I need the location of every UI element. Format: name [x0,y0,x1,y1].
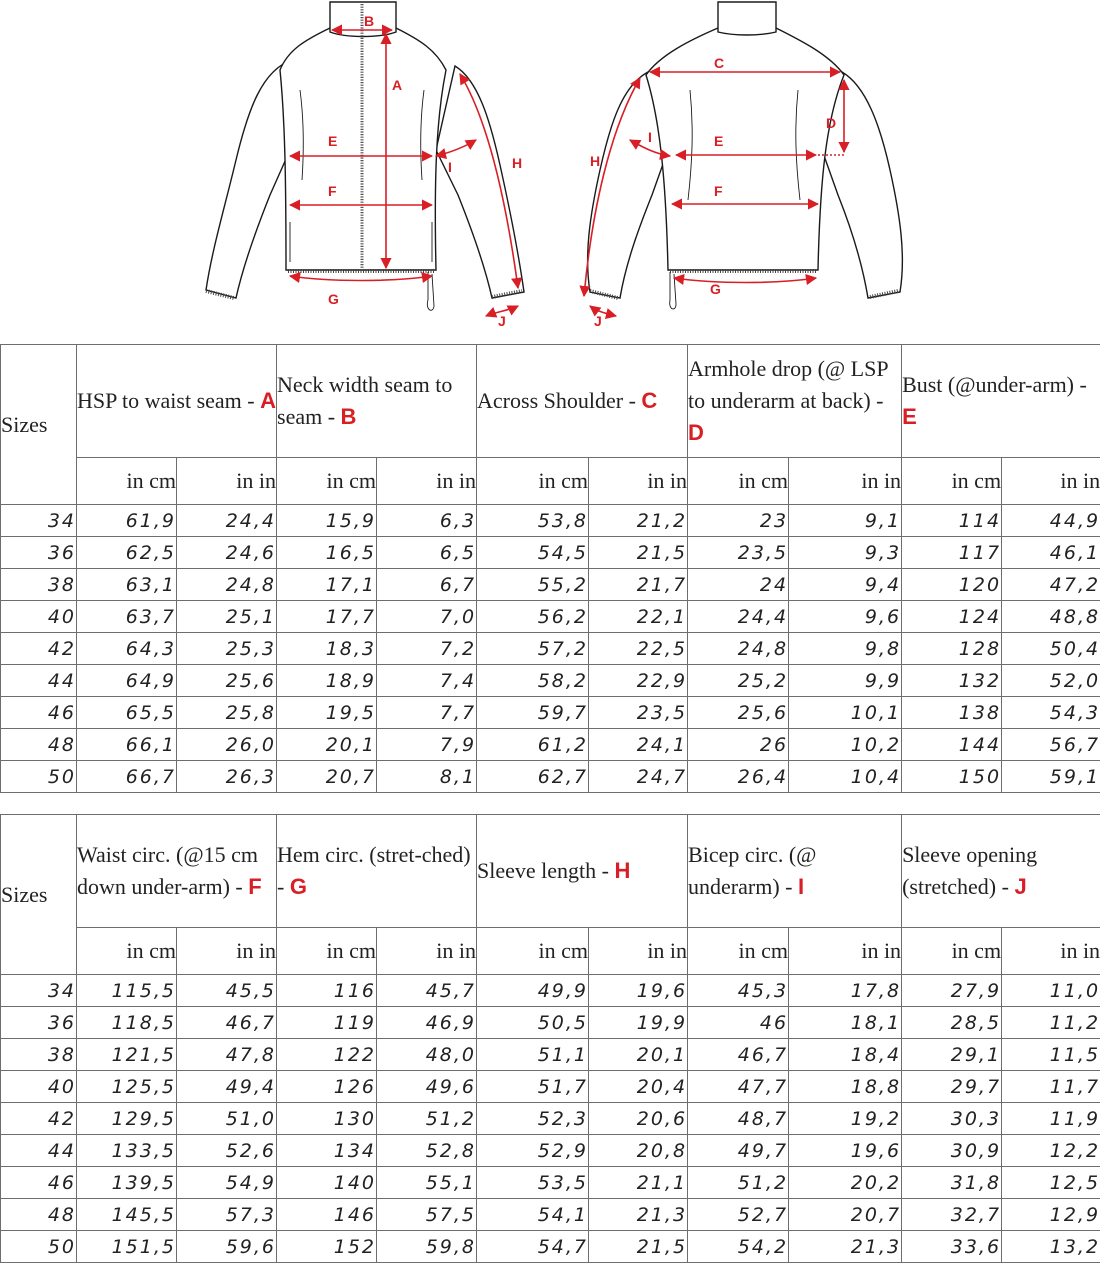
value-cell-in: 19,6 [589,975,688,1007]
value-cell-in: 23,5 [589,697,688,729]
value-cell-cm: 48,7 [688,1103,789,1135]
value-cell-in: 21,3 [789,1231,902,1263]
unit-header-cm: in cm [277,458,377,505]
value-cell-cm: 144 [902,729,1002,761]
size-cell: 34 [1,975,77,1007]
table-row [1,633,1100,665]
value-cell-in: 48,0 [377,1039,477,1071]
label-j-back: J [594,313,602,329]
unit-header-cm: in cm [688,928,789,975]
size-cell: 50 [1,1231,77,1263]
value-cell-in: 57,3 [177,1199,277,1231]
value-cell-in: 7,0 [377,601,477,633]
table-row [1,1231,1100,1263]
value-cell-in: 25,8 [177,697,277,729]
value-cell-in: 7,4 [377,665,477,697]
value-cell-cm: 17,1 [277,569,377,601]
value-cell-cm: 51,1 [477,1039,589,1071]
value-cell-cm: 124 [902,601,1002,633]
value-cell-cm: 56,2 [477,601,589,633]
label-j-front: J [498,313,506,329]
value-cell-cm: 138 [902,697,1002,729]
size-cell: 36 [1,1007,77,1039]
unit-header-in: in in [1002,928,1100,975]
value-cell-cm: 122 [277,1039,377,1071]
value-cell-in: 54,9 [177,1167,277,1199]
value-cell-cm: 26,4 [688,761,789,793]
table-row [1,1039,1100,1071]
value-cell-cm: 134 [277,1135,377,1167]
table-row [1,761,1100,793]
value-cell-cm: 16,5 [277,537,377,569]
size-cell: 48 [1,729,77,761]
label-e-back: E [714,133,724,149]
value-cell-cm: 61,2 [477,729,589,761]
size-cell: 38 [1,569,77,601]
value-cell-in: 47,2 [1002,569,1100,601]
value-cell-cm: 18,3 [277,633,377,665]
unit-header-cm: in cm [477,928,589,975]
label-f-front: F [328,183,337,199]
value-cell-in: 51,2 [377,1103,477,1135]
size-cell: 40 [1,1071,77,1103]
value-cell-cm: 150 [902,761,1002,793]
value-cell-cm: 52,3 [477,1103,589,1135]
label-i-back: I [648,129,652,145]
value-cell-cm: 17,7 [277,601,377,633]
value-cell-cm: 54,5 [477,537,589,569]
value-cell-in: 9,4 [789,569,902,601]
value-cell-cm: 55,2 [477,569,589,601]
value-cell-cm: 50,5 [477,1007,589,1039]
label-e-front: E [328,133,338,149]
value-cell-cm: 52,7 [688,1199,789,1231]
value-cell-in: 20,6 [589,1103,688,1135]
value-cell-cm: 129,5 [77,1103,177,1135]
value-cell-in: 17,8 [789,975,902,1007]
value-cell-in: 48,8 [1002,601,1100,633]
table-1-body [1,505,1100,793]
value-cell-cm: 128 [902,633,1002,665]
value-cell-in: 11,2 [1002,1007,1100,1039]
value-cell-cm: 66,1 [77,729,177,761]
label-f-back: F [714,183,723,199]
value-cell-in: 54,3 [1002,697,1100,729]
size-cell: 40 [1,601,77,633]
value-cell-in: 19,6 [789,1135,902,1167]
value-cell-in: 12,9 [1002,1199,1100,1231]
value-cell-in: 9,9 [789,665,902,697]
value-cell-in: 10,1 [789,697,902,729]
value-cell-in: 49,4 [177,1071,277,1103]
table-row [1,975,1100,1007]
value-cell-in: 11,9 [1002,1103,1100,1135]
value-cell-in: 18,4 [789,1039,902,1071]
table-row [1,537,1100,569]
value-cell-in: 22,1 [589,601,688,633]
value-cell-in: 21,3 [589,1199,688,1231]
label-c: C [714,55,725,71]
value-cell-cm: 114 [902,505,1002,537]
value-cell-cm: 59,7 [477,697,589,729]
value-cell-cm: 139,5 [77,1167,177,1199]
value-cell-in: 18,1 [789,1007,902,1039]
table-row [1,1071,1100,1103]
value-cell-cm: 118,5 [77,1007,177,1039]
unit-header-cm: in cm [902,928,1002,975]
unit-header-cm: in cm [277,928,377,975]
value-cell-cm: 33,6 [902,1231,1002,1263]
value-cell-in: 24,4 [177,505,277,537]
value-cell-cm: 31,8 [902,1167,1002,1199]
unit-header-cm: in cm [902,458,1002,505]
value-cell-cm: 63,7 [77,601,177,633]
table-row [1,1103,1100,1135]
value-cell-cm: 26 [688,729,789,761]
value-cell-cm: 46 [688,1007,789,1039]
value-cell-cm: 23 [688,505,789,537]
label-d: D [826,115,837,131]
value-cell-cm: 20,7 [277,761,377,793]
table-2-body [1,975,1100,1263]
value-cell-in: 25,1 [177,601,277,633]
value-cell-in: 49,6 [377,1071,477,1103]
value-cell-cm: 30,3 [902,1103,1002,1135]
value-cell-in: 56,7 [1002,729,1100,761]
value-cell-cm: 19,5 [277,697,377,729]
column-header-bicep-circ: Bicep circ. (@ underarm) - I [688,815,902,928]
table-row [1,569,1100,601]
value-cell-cm: 115,5 [77,975,177,1007]
label-h-front: H [512,155,523,171]
value-cell-cm: 47,7 [688,1071,789,1103]
value-cell-in: 7,7 [377,697,477,729]
value-cell-in: 21,5 [589,537,688,569]
size-cell: 42 [1,633,77,665]
table-row [1,729,1100,761]
value-cell-cm: 121,5 [77,1039,177,1071]
value-cell-cm: 152 [277,1231,377,1263]
garment-technical-drawing [0,0,1100,335]
value-cell-in: 13,2 [1002,1231,1100,1263]
value-cell-cm: 49,7 [688,1135,789,1167]
value-cell-cm: 30,9 [902,1135,1002,1167]
label-a: A [392,77,403,93]
size-chart-table-1 [0,344,1100,793]
value-cell-cm: 45,3 [688,975,789,1007]
column-header-across-shoulder: Across Shoulder - C [477,345,688,458]
value-cell-cm: 146 [277,1199,377,1231]
value-cell-cm: 66,7 [77,761,177,793]
table-row [1,601,1100,633]
value-cell-cm: 24,8 [688,633,789,665]
value-cell-cm: 24,4 [688,601,789,633]
column-header-armhole-drop: Armhole drop (@ LSP to underarm at back) - D [688,345,902,458]
value-cell-cm: 126 [277,1071,377,1103]
value-cell-in: 9,3 [789,537,902,569]
unit-header-in: in in [377,458,477,505]
value-cell-cm: 58,2 [477,665,589,697]
value-cell-in: 46,9 [377,1007,477,1039]
value-cell-in: 6,3 [377,505,477,537]
value-cell-cm: 29,1 [902,1039,1002,1071]
value-cell-in: 7,9 [377,729,477,761]
value-cell-in: 57,5 [377,1199,477,1231]
column-header-neck-width: Neck width seam to seam - B [277,345,477,458]
value-cell-cm: 125,5 [77,1071,177,1103]
value-cell-in: 45,5 [177,975,277,1007]
unit-header-cm: in cm [77,928,177,975]
value-cell-in: 22,9 [589,665,688,697]
size-cell: 38 [1,1039,77,1071]
value-cell-in: 24,6 [177,537,277,569]
value-cell-in: 25,3 [177,633,277,665]
value-cell-cm: 51,7 [477,1071,589,1103]
value-cell-in: 9,6 [789,601,902,633]
value-cell-cm: 32,7 [902,1199,1002,1231]
value-cell-in: 25,6 [177,665,277,697]
label-h-back: H [590,153,601,169]
column-header-bust: Bust (@under-arm) - E [902,345,1100,458]
value-cell-in: 47,8 [177,1039,277,1071]
value-cell-in: 12,5 [1002,1167,1100,1199]
table-row [1,1135,1100,1167]
value-cell-in: 11,5 [1002,1039,1100,1071]
value-cell-in: 24,7 [589,761,688,793]
value-cell-in: 20,7 [789,1199,902,1231]
size-cell: 44 [1,665,77,697]
value-cell-cm: 130 [277,1103,377,1135]
value-cell-in: 7,2 [377,633,477,665]
value-cell-cm: 15,9 [277,505,377,537]
value-cell-in: 46,1 [1002,537,1100,569]
value-cell-in: 59,1 [1002,761,1100,793]
column-header-hsp-to-waist: HSP to waist seam - A [77,345,277,458]
value-cell-cm: 46,7 [688,1039,789,1071]
value-cell-in: 24,1 [589,729,688,761]
value-cell-cm: 64,9 [77,665,177,697]
value-cell-in: 12,2 [1002,1135,1100,1167]
value-cell-cm: 119 [277,1007,377,1039]
value-cell-cm: 25,2 [688,665,789,697]
value-cell-in: 26,3 [177,761,277,793]
value-cell-cm: 140 [277,1167,377,1199]
value-cell-in: 21,7 [589,569,688,601]
value-cell-cm: 49,9 [477,975,589,1007]
value-cell-cm: 27,9 [902,975,1002,1007]
unit-header-in: in in [789,458,902,505]
value-cell-in: 18,8 [789,1071,902,1103]
value-cell-cm: 57,2 [477,633,589,665]
sizes-header: Sizes [1,345,77,505]
value-cell-in: 21,5 [589,1231,688,1263]
value-cell-in: 21,1 [589,1167,688,1199]
value-cell-in: 20,2 [789,1167,902,1199]
column-header-hem-circ: Hem circ. (stret-ched) - G [277,815,477,928]
size-cell: 34 [1,505,77,537]
value-cell-in: 6,5 [377,537,477,569]
value-cell-cm: 62,5 [77,537,177,569]
value-cell-cm: 133,5 [77,1135,177,1167]
value-cell-in: 19,2 [789,1103,902,1135]
value-cell-in: 8,1 [377,761,477,793]
unit-header-in: in in [177,928,277,975]
value-cell-in: 59,6 [177,1231,277,1263]
value-cell-in: 20,4 [589,1071,688,1103]
size-cell: 50 [1,761,77,793]
value-cell-cm: 20,1 [277,729,377,761]
size-cell: 48 [1,1199,77,1231]
sizes-header: Sizes [1,815,77,975]
size-cell: 42 [1,1103,77,1135]
value-cell-cm: 116 [277,975,377,1007]
value-cell-in: 44,9 [1002,505,1100,537]
value-cell-cm: 53,8 [477,505,589,537]
value-cell-in: 51,0 [177,1103,277,1135]
table-row [1,505,1100,537]
value-cell-in: 20,1 [589,1039,688,1071]
unit-header-cm: in cm [477,458,589,505]
value-cell-cm: 54,7 [477,1231,589,1263]
unit-header-cm: in cm [688,458,789,505]
value-cell-in: 11,0 [1002,975,1100,1007]
value-cell-cm: 54,1 [477,1199,589,1231]
value-cell-cm: 25,6 [688,697,789,729]
column-header-waist-circ: Waist circ. (@15 cm down under-arm) - F [77,815,277,928]
value-cell-cm: 18,9 [277,665,377,697]
value-cell-in: 52,0 [1002,665,1100,697]
value-cell-cm: 65,5 [77,697,177,729]
value-cell-in: 24,8 [177,569,277,601]
value-cell-in: 21,2 [589,505,688,537]
value-cell-cm: 52,9 [477,1135,589,1167]
value-cell-cm: 29,7 [902,1071,1002,1103]
value-cell-in: 10,2 [789,729,902,761]
unit-header-in: in in [789,928,902,975]
label-g-front: G [328,291,339,307]
value-cell-cm: 54,2 [688,1231,789,1263]
value-cell-in: 20,8 [589,1135,688,1167]
column-header-sleeve-length: Sleeve length - H [477,815,688,928]
unit-header-in: in in [589,928,688,975]
value-cell-cm: 62,7 [477,761,589,793]
value-cell-cm: 145,5 [77,1199,177,1231]
value-cell-in: 50,4 [1002,633,1100,665]
value-cell-in: 22,5 [589,633,688,665]
value-cell-cm: 53,5 [477,1167,589,1199]
value-cell-in: 45,7 [377,975,477,1007]
unit-header-cm: in cm [77,458,177,505]
value-cell-in: 46,7 [177,1007,277,1039]
column-header-sleeve-opening: Sleeve opening (stretched) - J [902,815,1100,928]
value-cell-in: 55,1 [377,1167,477,1199]
size-cell: 46 [1,697,77,729]
value-cell-in: 9,8 [789,633,902,665]
value-cell-cm: 132 [902,665,1002,697]
size-cell: 36 [1,537,77,569]
table-row [1,1007,1100,1039]
table-row [1,697,1100,729]
value-cell-cm: 64,3 [77,633,177,665]
value-cell-in: 59,8 [377,1231,477,1263]
value-cell-cm: 151,5 [77,1231,177,1263]
value-cell-cm: 23,5 [688,537,789,569]
size-cell: 46 [1,1167,77,1199]
table-row [1,1199,1100,1231]
value-cell-cm: 28,5 [902,1007,1002,1039]
label-g-back: G [710,281,721,297]
value-cell-cm: 63,1 [77,569,177,601]
value-cell-cm: 51,2 [688,1167,789,1199]
value-cell-in: 19,9 [589,1007,688,1039]
value-cell-in: 10,4 [789,761,902,793]
label-b-front: B [364,13,375,29]
value-cell-in: 11,7 [1002,1071,1100,1103]
value-cell-in: 9,1 [789,505,902,537]
size-chart-table-2 [0,814,1100,1263]
value-cell-cm: 61,9 [77,505,177,537]
value-cell-in: 52,6 [177,1135,277,1167]
table-row [1,1167,1100,1199]
value-cell-in: 6,7 [377,569,477,601]
size-cell: 44 [1,1135,77,1167]
value-cell-cm: 117 [902,537,1002,569]
table-row [1,665,1100,697]
value-cell-cm: 120 [902,569,1002,601]
unit-header-in: in in [589,458,688,505]
value-cell-cm: 24 [688,569,789,601]
value-cell-in: 26,0 [177,729,277,761]
label-i-front: I [448,159,452,175]
unit-header-in: in in [177,458,277,505]
unit-header-in: in in [1002,458,1100,505]
value-cell-in: 52,8 [377,1135,477,1167]
unit-header-in: in in [377,928,477,975]
